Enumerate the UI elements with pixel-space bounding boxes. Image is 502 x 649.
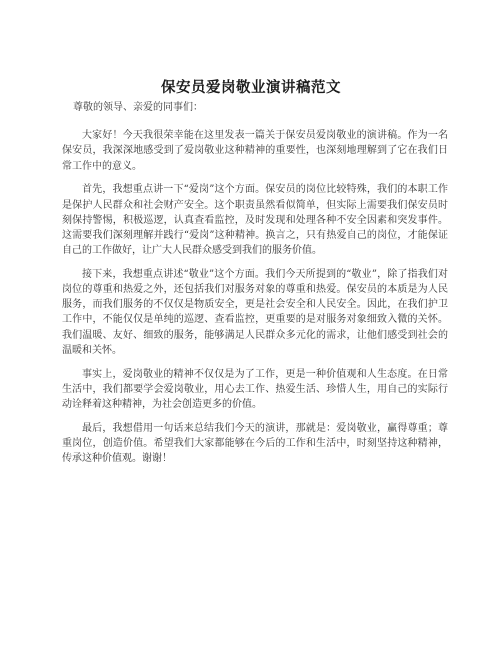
paragraph-love-post: 首先，我想重点讲一下“爱岗”这个方面。保安员的岗位比较特殊，我们的本职工作是保护人民群众和社会财产安全。这个职责虽然看似简单，但实际上需要我们保安员时刻保持警惕，积极巡逻，认真查看监控，及时发现和处理各种不安全因素和突发事件。这需要我们深刻理解并践行“爱岗”这种精神。换言之，只有热爱自己的岗位，才能保证自己的工作做好，让广大人民群众感受到我们的服务价值。 (62, 184, 448, 257)
paragraph-values: 事实上，爱岗敬业的精神不仅仅是为了工作，更是一种价值观和人生态度。在日常生活中，我们都要学会爱岗敬业，用心去工作、热爱生活、珍惜人生，用自己的实际行动诠释着这种精神，为社会创造更多的价值。 (62, 368, 448, 410)
document-title: 保安员爱岗敬业演讲稿范文 (161, 79, 341, 96)
paragraph-greeting: 大家好！今天我很荣幸能在这里发表一篇关于保安员爱岗敬业的演讲稿。作为一名保安员，我深深地感受到了爱岗敬业这种精神的重要性，也深刻地理解到了它在我们日常工作中的意义。 (62, 130, 448, 172)
paragraph-dedication: 接下来，我想重点讲述“敬业”这个方面。我们今天所提到的“敬业”，除了指我们对岗位的尊重和热爱之外，还包括我们对服务对象的尊重和热爱。保安员的本质是为人民服务，而我们服务的不仅仅是物质安全，更是社会安全和人民安全。因此，在我们护卫工作中，不能仅仅是单纯的巡逻、查看监控，更重要的是对服务对象细致入微的关怀。我们温暖、友好、细致的服务，能够满足人民群众多元化的需求，让他们感受到社会的温暖和关怀。 (62, 268, 448, 356)
salutation: 尊敬的领导、亲爱的同事们： (73, 102, 203, 113)
document-body (62, 100, 448, 475)
paragraph-conclusion: 最后，我想借用一句话来总结我们今天的演讲，那就是：爱岗敬业，赢得尊重；尊重岗位，创造价值。希望我们大家都能够在今后的工作和生活中，时刻坚持这种精神，传承这种价值观。谢谢！ (62, 422, 448, 465)
